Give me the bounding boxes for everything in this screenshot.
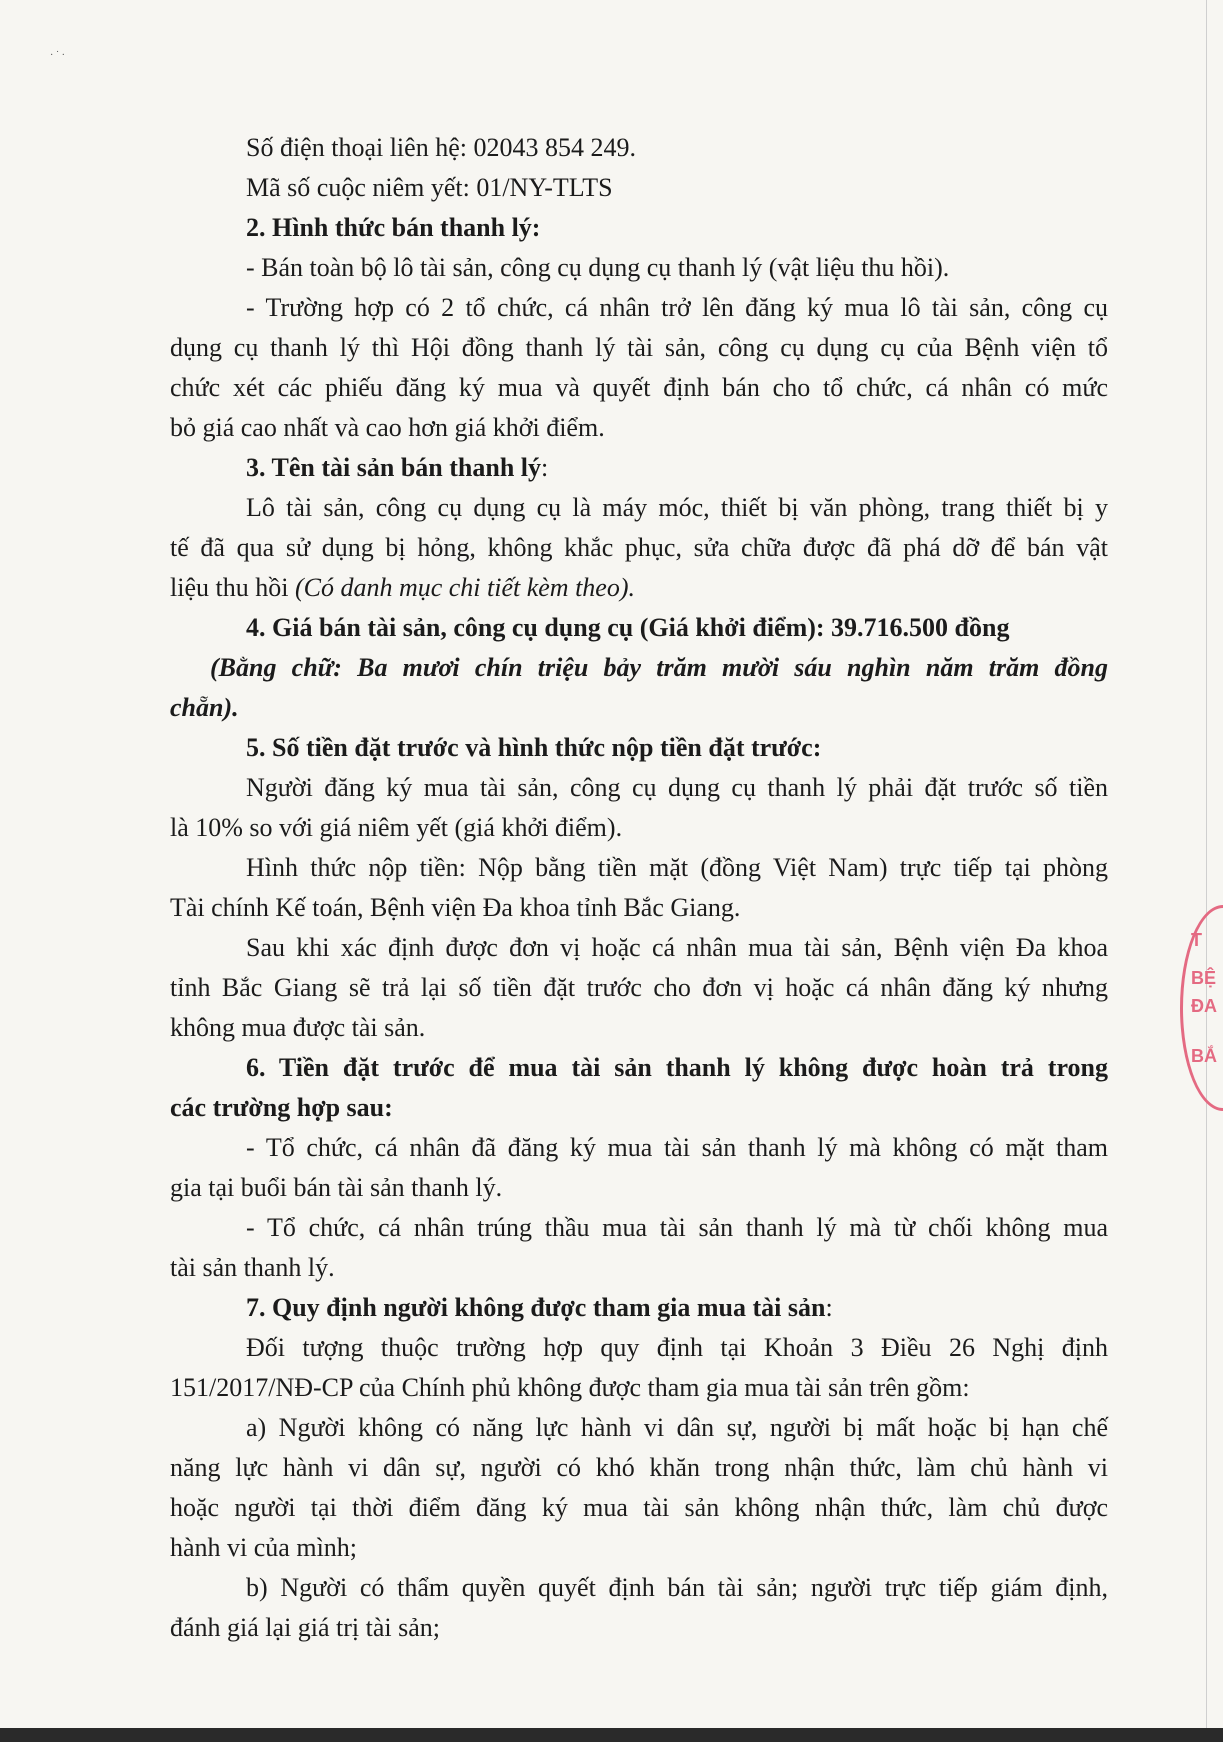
section-2-para-1: - Bán toàn bộ lô tài sản, công cụ dụng cụ thanh lý (vật liệu thu hồi). [246,253,950,282]
stamp-text-3: ĐA [1191,996,1217,1016]
section-7-item-a-line-4: hành vi của mình; [170,1533,358,1562]
section-7-heading [170,1288,1108,1328]
section-7-item-a-line-1: a) Người không có năng lực hành vi dân sự, người bị mất hoặc bị hạn chế [246,1413,1108,1442]
section-7-heading-colon: : [825,1293,833,1322]
section-5-para-3-line-3: không mua được tài sản. [170,1013,426,1042]
section-7-item-b-line-2: đánh giá lại giá trị tài sản; [170,1613,441,1642]
section-3-heading [170,448,1108,488]
section-3-line-1: Lô tài sản, công cụ dụng cụ là máy móc, thiết bị văn phòng, trang thiết bị y [246,493,1108,522]
section-3-heading-colon: : [541,453,549,482]
section-2-para-2-line-1: - Trường hợp có 2 tổ chức, cá nhân trở lên đăng ký mua lô tài sản, công cụ [246,293,1108,322]
section-5-para-2-line-1: Hình thức nộp tiền: Nộp bằng tiền mặt (đồng Việt Nam) trực tiếp tại phòng [246,853,1108,882]
section-6-heading-line-2: các trường hợp sau: [170,1093,393,1122]
section-3-line-3 [170,568,1108,608]
section-5-para-2-line-2: Tài chính Kế toán, Bệnh viện Đa khoa tỉnh Bắc Giang. [170,893,741,922]
scan-specks: · ˙ · [50,50,65,61]
section-7-para-1-line-2: 151/2017/NĐ-CP của Chính phủ không được tham gia mua tài sản trên gồm: [170,1373,970,1402]
section-5-para-3-line-2: tỉnh Bắc Giang sẽ trả lại số tiền đặt trước cho đơn vị hoặc cá nhân đăng ký nhưng [170,973,1108,1002]
stamp-text-2: BỆ [1191,968,1217,988]
section-6-para-1-line-1: - Tổ chức, cá nhân đã đăng ký mua tài sản thanh lý mà không có mặt tham [246,1133,1108,1162]
scan-bottom-edge [0,1728,1223,1742]
section-7-heading-text: 7. Quy định người không được tham gia mua tài sản [246,1293,826,1322]
section-6-para-2-line-2: tài sản thanh lý. [170,1253,335,1282]
section-6-para-1-line-2: gia tại buổi bán tài sản thanh lý. [170,1173,503,1202]
section-7-item-b-line-1: b) Người có thẩm quyền quyết định bán tài sản; người trực tiếp giám định, [246,1573,1108,1602]
section-6-para-2-line-1: - Tổ chức, cá nhân trúng thầu mua tài sản thanh lý mà từ chối không mua [246,1213,1108,1242]
section-7-item-a-line-3: hoặc người tại thời điểm đăng ký mua tài sản không nhận thức, làm chủ được [170,1493,1108,1522]
document-body [170,128,1108,1648]
listing-code: Mã số cuộc niêm yết: 01/NY-TLTS [246,173,613,202]
section-7-item-a-line-2: năng lực hành vi dân sự, người có khó khăn trong nhận thức, làm chủ hành vi [170,1453,1108,1482]
section-4-heading: 4. Giá bán tài sản, công cụ dụng cụ (Giá khởi điểm): 39.716.500 đồng [246,613,1010,642]
section-5-para-3-line-1: Sau khi xác định được đơn vị hoặc cá nhân mua tài sản, Bệnh viện Đa khoa [246,933,1108,962]
contact-phone: Số điện thoại liên hệ: 02043 854 249. [246,133,636,162]
red-seal-stamp [1180,905,1223,1111]
section-4-price-words-line-1: (Bằng chữ: Ba mươi chín triệu bảy trăm mười sáu nghìn năm trăm đồng [210,653,1108,682]
stamp-text-1: T [1191,930,1202,950]
page-fold-line [1206,0,1207,1742]
section-5-para-1-line-2: là 10% so với giá niêm yết (giá khởi điểm). [170,813,623,842]
section-2-para-2-line-2: dụng cụ thanh lý thì Hội đồng thanh lý tài sản, công cụ dụng cụ của Bệnh viện tổ [170,333,1108,362]
stamp-text-4: BẮ [1191,1046,1217,1066]
section-6-heading-line-1: 6. Tiền đặt trước để mua tài sản thanh lý không được hoàn trả trong [246,1053,1108,1082]
section-2-para-2-line-4: bỏ giá cao nhất và cao hơn giá khởi điểm. [170,413,605,442]
section-5-heading: 5. Số tiền đặt trước và hình thức nộp tiền đặt trước: [246,733,822,762]
section-3-line-2: tế đã qua sử dụng bị hỏng, không khắc phục, sửa chữa được đã phá dỡ để bán vật [170,533,1108,562]
section-3-line-3-italic: (Có danh mục chi tiết kèm theo). [294,573,636,602]
section-7-para-1-line-1: Đối tượng thuộc trường hợp quy định tại Khoản 3 Điều 26 Nghị định [246,1333,1108,1362]
section-3-heading-text: 3. Tên tài sản bán thanh lý [246,453,542,482]
section-5-para-1-line-1: Người đăng ký mua tài sản, công cụ dụng cụ thanh lý phải đặt trước số tiền [246,773,1108,802]
section-4-price-words-line-2: chẵn). [170,693,239,722]
section-3-line-3-plain: liệu thu hồi [170,573,295,602]
section-2-heading: 2. Hình thức bán thanh lý: [246,213,541,242]
section-2-para-2-line-3: chức xét các phiếu đăng ký mua và quyết định bán cho tổ chức, cá nhân có mức [170,373,1108,402]
